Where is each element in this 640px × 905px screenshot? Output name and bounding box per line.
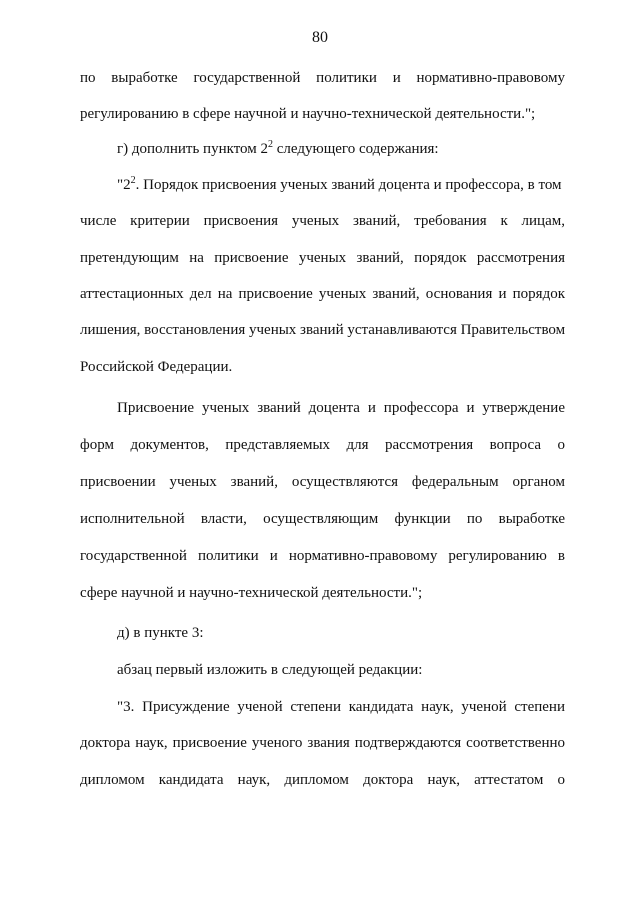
text-line-15: сфере научной и научно-технической деятельности."; — [80, 585, 423, 601]
text-line-13: исполнительной власти, осуществляющим функции по выработке — [80, 511, 565, 527]
text-line-6: претендующим на присвоение ученых званий, порядок рассмотрения — [80, 250, 565, 266]
text-line-8: лишения, восстановления ученых званий устанавливаются Правительством — [80, 322, 566, 338]
text-line-18: "3. Присуждение ученой степени кандидата наук, ученой степени — [117, 699, 565, 715]
text-line-1: по выработке государственной политики и нормативно-правовому — [80, 70, 565, 86]
superscript-2: 2 — [268, 139, 274, 150]
text-line-4-tail: . Порядок присвоения ученых званий доцента и профессора, в том — [135, 177, 562, 193]
text-line-2: регулированию в сфере научной и научно-технической деятельности."; — [80, 106, 536, 122]
text-line-4 — [117, 175, 565, 195]
text-line-3-tail: следующего содержания: — [273, 141, 439, 157]
text-line-3 — [117, 139, 565, 159]
text-line-4-main: "2 — [117, 177, 131, 193]
text-line-9: Российской Федерации. — [80, 359, 233, 375]
page-number: 80 — [312, 29, 328, 46]
text-line-5: числе критерии присвоения ученых званий, требования к лицам, — [80, 213, 565, 229]
text-line-14: государственной политики и нормативно-правовому регулированию в — [80, 548, 565, 564]
text-line-11: форм документов, представляемых для рассмотрения вопроса о — [80, 437, 565, 453]
text-line-10: Присвоение ученых званий доцента и профессора и утверждение — [117, 400, 565, 416]
superscript-2-quote: 2 — [130, 175, 136, 186]
text-line-3-main: г) дополнить пунктом 2 — [117, 141, 269, 157]
text-line-12: присвоении ученых званий, осуществляются федеральным органом — [80, 474, 565, 490]
text-line-16: д) в пункте 3: — [117, 625, 204, 641]
text-line-17: абзац первый изложить в следующей редакции: — [117, 662, 423, 678]
text-line-7: аттестационных дел на присвоение ученых званий, основания и порядок — [80, 286, 565, 302]
text-line-19: доктора наук, присвоение ученого звания подтверждаются соответственно — [80, 735, 565, 751]
text-line-20: дипломом кандидата наук, дипломом доктора наук, аттестатом о — [80, 772, 565, 788]
